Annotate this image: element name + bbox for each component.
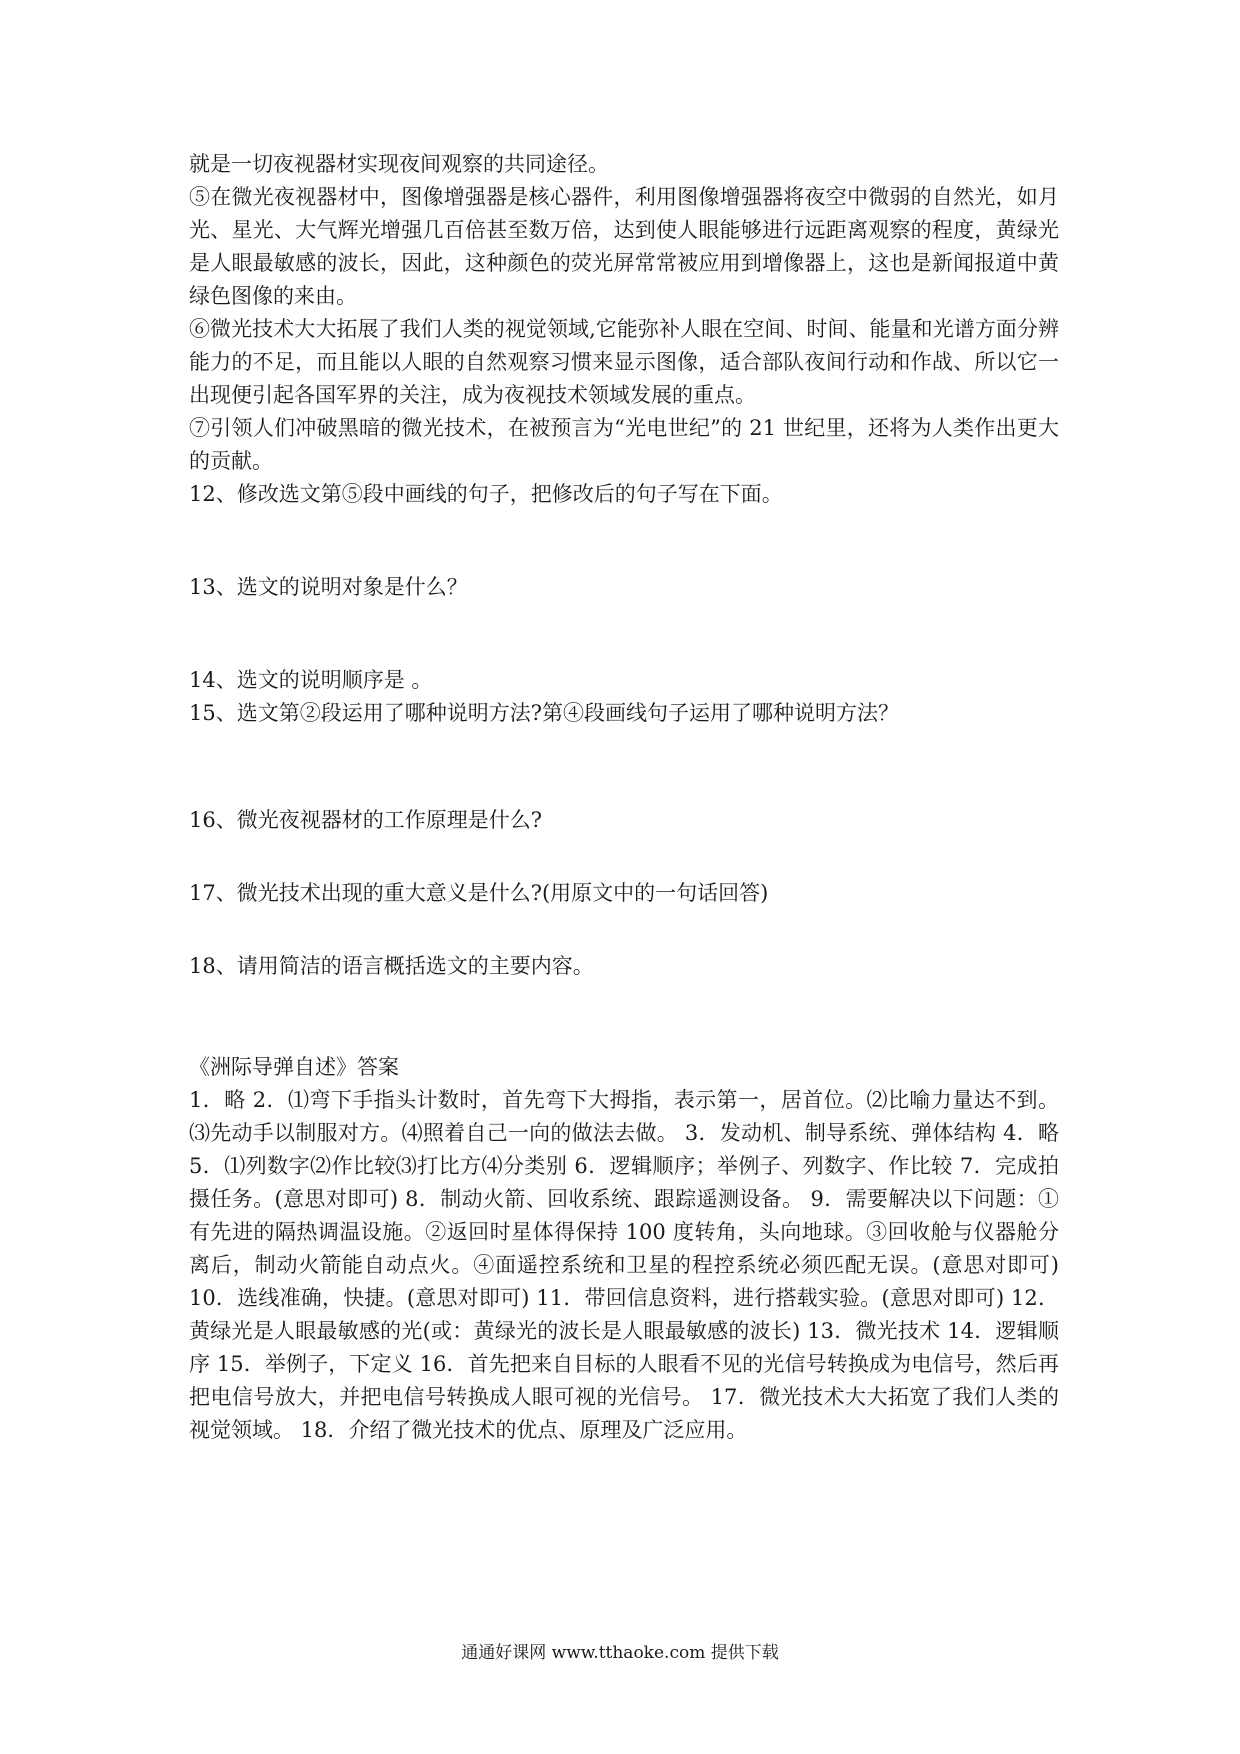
answer-space bbox=[189, 910, 1059, 950]
passage-paragraph-5: ⑤在微光夜视器材中，图像增强器是核心器件，利用图像增强器将夜空中微弱的自然光，如月光、星光、大气辉光增强几百倍甚至数万倍，达到使人眼能够进行远距离观察的程度，黄绿光是人眼最敏感的波长，因此，这种颜色的荧光屏常常被应用到增像器上，这也是新闻报道中黄绿色图像的来由。 bbox=[189, 185, 1059, 308]
question-13: 13、选文的说明对象是什么？ bbox=[189, 575, 468, 599]
question-16: 16、微光夜视器材的工作原理是什么? bbox=[189, 808, 542, 832]
page-footer: 通通好课网 www.tthaoke.com 提供下载 bbox=[461, 1643, 779, 1663]
answers-text: 1．略 2．⑴弯下手指头计数时，首先弯下大拇指，表示第一，居首位。⑵比喻力量达不到。⑶先动手以制服对方。⑷照着自己一向的做法去做。 3．发动机、制导系统、弹体结构 4．略 5．⑴列数字⑵作比较⑶打比方⑷分类别 6．逻辑顺序；举例子、列数字、作比较 7．完成拍摄任务。(意思对即可) 8．制动火箭、回收系统、跟踪遥测设备。 9．需要解决以下问题：①有先进的隔热调温设施。②返回时星体得保持 100 度转角，头向地球。③回收舱与仪器舱分离后，制动火箭能自动点火。④面遥控系统和卫星的程控系统必须匹配无误。(意思对即可) 10．选线准确，快捷。(意思对即可) 11．带回信息资料，进行搭载实验。(意思对即可) 12．黄绿光是人眼最敏感的光(或：黄绿光的波长是人眼最敏感的波长) 13．微光技术 14．逻辑顺序 15．举例子，下定义 16．首先把来自目标的人眼看不见的光信号转换成为电信号，然后再把电信号放大，并把电信号转换成人眼可视的光信号。 17．微光技术大大拓宽了我们人类的视觉领域。 18．介绍了微光技术的优点、原理及广泛应用。 bbox=[189, 1088, 1059, 1442]
passage-paragraph-7: ⑦引领人们冲破黑暗的微光技术，在被预言为“光电世纪”的 21 世纪里，还将为人类作出更大的贡献。 bbox=[189, 416, 1059, 473]
question-15: 15、选文第②段运用了哪种说明方法?第④段画线句子运用了哪种说明方法？ bbox=[189, 701, 899, 725]
passage-paragraph-6: ⑥微光技术大大拓展了我们人类的视觉领域,它能弥补人眼在空间、时间、能量和光谱方面分辨能力的不足，而且能以人眼的自然观察习惯来显示图像，适合部队夜间行动和作战、所以它一出现便引起各国军界的关注，成为夜视技术领域发展的重点。 bbox=[189, 317, 1059, 407]
question-18: 18、请用简洁的语言概括选文的主要内容。 bbox=[189, 954, 594, 978]
question-14: 14、选文的说明顺序是 。 bbox=[189, 668, 433, 692]
question-17: 17、微光技术出现的重大意义是什么?(用原文中的一句话回答) bbox=[189, 881, 769, 905]
question-12: 12、修改选文第⑤段中画线的句子，把修改后的句子写在下面。 bbox=[189, 482, 783, 506]
section-spacer bbox=[189, 983, 1059, 1051]
passage-paragraph-4-end: 就是一切夜视器材实现夜间观察的共同途径。 bbox=[189, 152, 609, 176]
answer-space bbox=[189, 511, 1059, 571]
answer-space bbox=[189, 604, 1059, 664]
document-body bbox=[189, 148, 1059, 1447]
answers-title: 《洲际导弹自述》答案 bbox=[189, 1055, 399, 1079]
answer-space bbox=[189, 837, 1059, 877]
answer-space bbox=[189, 730, 1059, 804]
